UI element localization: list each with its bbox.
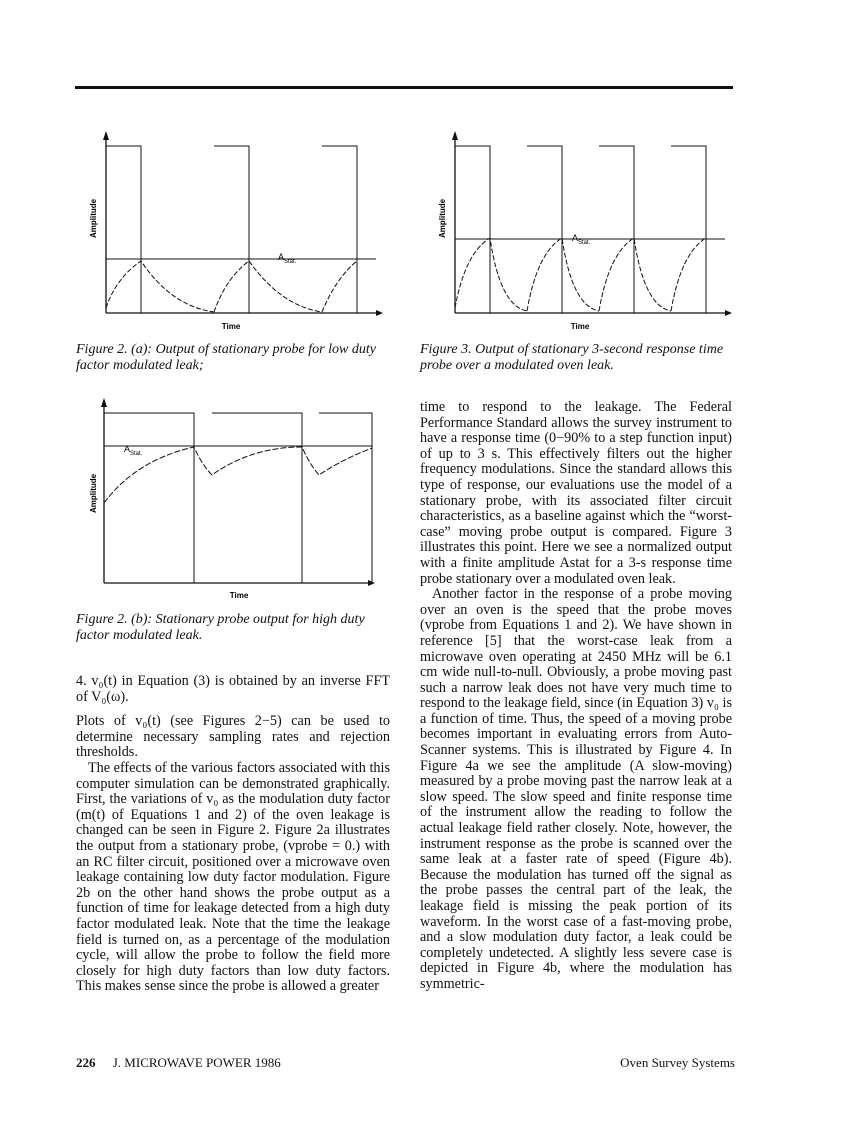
paragraph: The effects of the various factors associated with this computer simulation can be demonstrated graphically. First, the variations of v₀ as the modulation duty factor (m(t) of Equations 1 and 2) of the oven leakage is changed can be seen in Figure 2. Figure 2a illustrates the output from a stationary probe, (vprobe = 0.) with an RC filter circuit, positioned over a microwave oven leakage containing low duty factor modulation. Figure 2b on the other hand shows the probe output as a function of time for leakage detected from a high duty factor modulated leak. Note that the time the leakage field is turned on, as a percentage of the modulation cycle, will allow the probe to follow the field more closely for high duty factors than low duty factors. This makes sense since the probe is allowed a greater <box>76 759 390 995</box>
figure-2b-plot <box>86 395 386 605</box>
footer-section: Oven Survey Systems <box>620 1055 735 1070</box>
paragraph: time to respond to the leakage. The Federal Performance Standard allows the survey instrument to have a response time (0−90% to a step function input) of up to 3 s. This effectively filters out the higher frequency modulations. Since the standard allows this type of response, our evaluations use the model of a stationary probe, with its associated filter circuit characteristics, as a baseline against which the “worst-case” moving probe output is compared. Figure 3 illustrates this point. Here we see a normalized output with a finite amplitude Astat for a 3-s response time probe stationary over a modulated oven leak. <box>420 399 732 587</box>
header-rule <box>75 86 733 89</box>
figure-3 <box>435 128 735 333</box>
annotation-astat: $A_{Stat.}$ <box>572 233 591 246</box>
annotation-astat: $A_{Stat.}$ <box>124 444 143 457</box>
paragraph: Plots of v₀(t) (see Figures 2−5) can be used to determine necessary sampling rates and rejection thresholds. <box>76 713 390 761</box>
figure-2b <box>86 395 386 605</box>
caption-figure-2a: Figure 2. (a): Output of stationary probe for low duty factor modulated leak; <box>76 342 376 373</box>
y-axis-label: Amplitude <box>89 473 98 513</box>
footer-left <box>76 1055 281 1071</box>
left-column <box>76 674 390 995</box>
x-axis-label: Time <box>221 322 241 331</box>
x-axis-label: Time <box>570 322 590 331</box>
figure-3-plot <box>435 128 735 333</box>
figure-2a-plot <box>86 128 386 333</box>
y-axis-label: Amplitude <box>89 198 98 238</box>
journal-name: J. MICROWAVE POWER 1986 <box>112 1055 281 1070</box>
x-axis-label: Time <box>229 591 249 600</box>
y-axis-label: Amplitude <box>438 198 447 238</box>
annotation-astat: $A_{Stat.}$ <box>278 252 297 265</box>
caption-figure-3: Figure 3. Output of stationary 3-second response time probe over a modulated oven leak. <box>420 342 724 373</box>
list-item-4: 4. v₀(t) in Equation (3) is obtained by an inverse FFT of V₀(ω). <box>76 673 390 705</box>
figure-2a <box>86 128 386 333</box>
right-column <box>420 400 732 993</box>
paragraph: Another factor in the response of a probe moving over an oven is the speed that the probe moves (vprobe from Equations 1 and 2). We have shown in reference [5] that the worst-case leak from a microwave oven operating at 2450 MHz will be 6.1 cm wide null-to-null. Obviously, a probe moving past such a narrow leak does not have very much time to respond to the leakage field, since (in Equation 3) v₀ is a function of time. Thus, the speed of a moving probe becomes important in evaluating errors from Auto-Scanner systems. This is illustrated by Figure 4. In Figure 4a we see the amplitude (A slow-moving) measured by a probe moving past the narrow leak at a slow speed. The slow speed and finite response time of the instrument allow the reading to follow the actual leakage field rather closely. Note, however, the instrument response as the probe is scanned over the same leak at a faster rate of speed (Figure 4b). Because the modulation has turned off the signal as the probe passes the central part of the leak, the leakage field is missing the peak portion of its waveform. In the worst case of a fast-moving probe, and a slow modulation duty factor, a leak could be completely undetected. A slightly less severe case is depicted in Figure 4b, where the modulation has symmetric- <box>420 586 732 992</box>
caption-figure-2b: Figure 2. (b): Stationary probe output for high duty factor modulated leak. <box>76 612 365 643</box>
page-number: 226 <box>76 1055 96 1070</box>
